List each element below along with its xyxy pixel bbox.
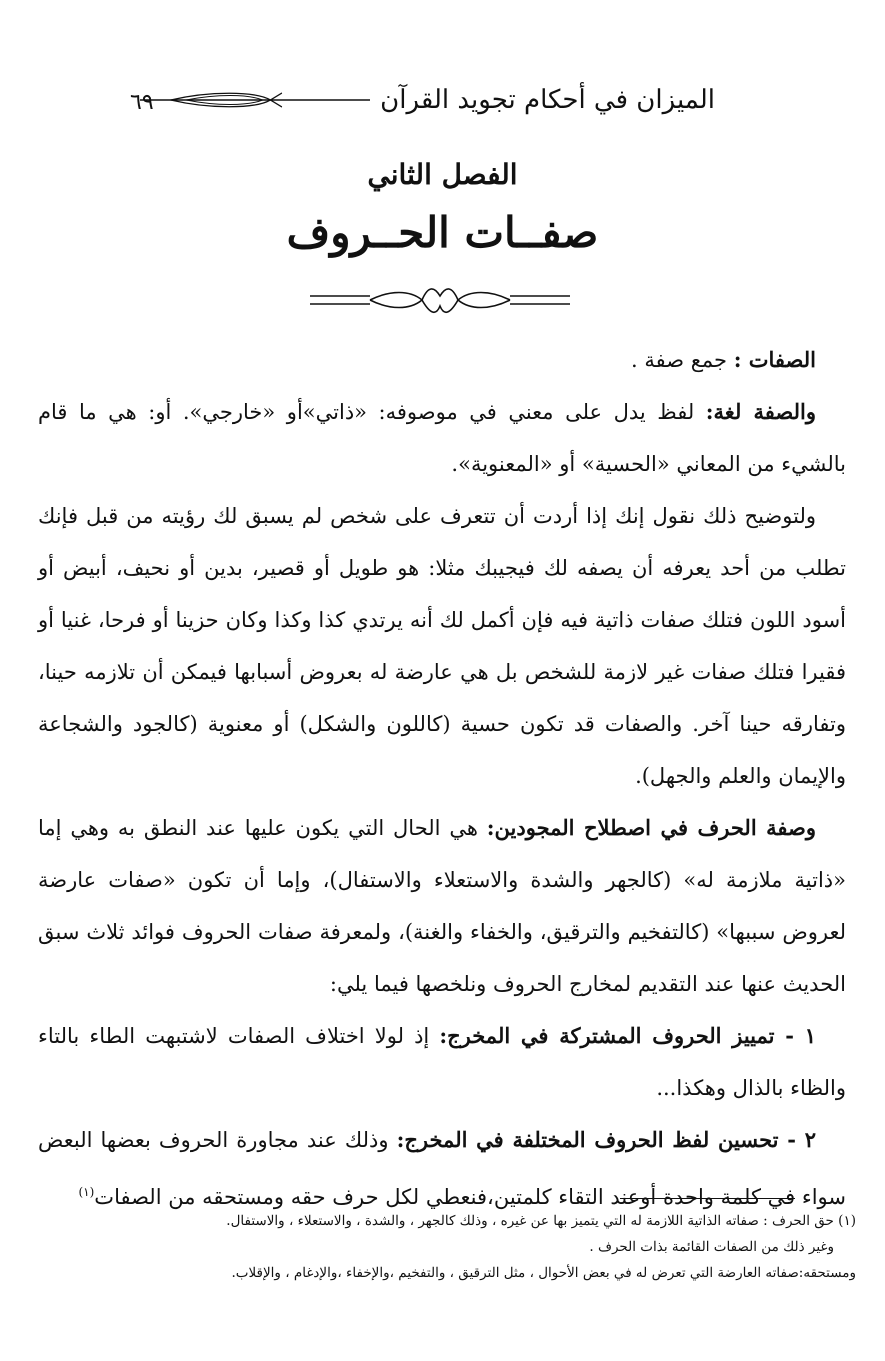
page-number: ٦٩ xyxy=(130,90,154,115)
body-text xyxy=(38,334,846,1223)
paragraph-benefit-2 xyxy=(38,1114,846,1223)
header-rule-ornament xyxy=(140,89,370,111)
term-sifa-lugha: والصفة لغة: xyxy=(705,399,816,424)
paragraph-text: إذ لولا اختلاف الصفات لاشتبهت الطاء بالتاء والظاء بالذال وهكذا... xyxy=(38,1024,846,1100)
footnote-divider xyxy=(620,1198,795,1199)
benefit-2-heading: ٢ - تحسين لفظ الحروف المختلفة في المخرج: xyxy=(396,1127,816,1152)
chapter-label: الفصل الثاني xyxy=(367,158,518,191)
footnote-line: ومستحقه:صفاته العارضة التي تعرض له في بعض الأحوال ، مثل الترقيق ، والتفخيم ،والإخفاء ،والإدغام ، والإقلاب. xyxy=(231,1265,856,1281)
paragraph-text: وذلك عند مجاورة الحروف بعضها البعض سواء في كلمة واحدة أوعند التقاء كلمتين،فنعطي لكل حرف حقه ومستحقه من الصفات xyxy=(38,1128,846,1209)
paragraph-benefit-1 xyxy=(38,1010,846,1114)
chapter-title: صفــات الحــروف xyxy=(286,208,599,257)
footnote-reference: (١) xyxy=(78,1185,95,1199)
paragraph-text: لفظ يدل على معني في موصوفه: «ذاتي»أو «خارجي». أو: هي ما قام بالشيء من المعاني «الحسية» أو «المعنوية». xyxy=(38,400,846,476)
running-title: الميزان في أحكام تجويد القرآن xyxy=(380,85,715,115)
term-sifat: الصفات : xyxy=(733,347,816,372)
paragraph-explanation: ولتوضيح ذلك نقول إنك إذا أردت أن تتعرف على شخص لم يسبق لك رؤيته من قبل فإنك تطلب من أحد يعرفه أن يصفه لك فيجيبك مثلا: هو طويل أو قصير، بدين أو نحيف، أبيض أو أسود اللون فتلك صفات ذاتية فيه فإن أكمل لك أنه يرتدي كذا وكذا وكان حزينا أو فرحا، غنيا أو فقيرا فتلك صفات غير لازمة للشخص بل هي عارضة له بعروض أسبابها فيمكن أن تلازمه حينا، وتفارقه حينا آخر. والصفات قد تكون حسية (كاللون والشكل) أو معنوية (كالجود والشجاعة والإيمان والعلم والجهل). xyxy=(38,504,846,788)
title-ornament xyxy=(310,282,570,322)
paragraph-text: هي الحال التي يكون عليها عند النطق به وهي إما «ذاتية ملازمة له» (كالجهر والشدة والاستعلاء والاستفال)، وإما أن تكون «صفات عارضة لعروض سببها» (كالتفخيم والترقيق، والخفاء والغنة)، ولمعرفة صفات الحروف فوائد ثلاث سبق الحديث عنها عند التقديم لمخارج الحروف ونلخصها فيما يلي: xyxy=(38,816,846,996)
footnote-line: (١) حق الحرف : صفاته الذاتية اللازمة له التي يتميز بها عن غيره ، وذلك كالجهر ، والشدة ، والاستعلاء ، والاستفال. xyxy=(226,1213,856,1229)
benefit-1-heading: ١ - تمييز الحروف المشتركة في المخرج: xyxy=(439,1023,816,1048)
footnote-line: وغير ذلك من الصفات القائمة بذات الحرف . xyxy=(589,1239,834,1255)
paragraph-linguistic-definition xyxy=(38,386,846,490)
term-sifat-al-harf: وصفة الحرف في اصطلاح المجودين: xyxy=(486,815,817,840)
running-header xyxy=(130,80,715,120)
footnotes xyxy=(30,1208,856,1286)
paragraph-definition-plural xyxy=(38,334,846,386)
paragraph-text: جمع صفة . xyxy=(630,348,734,372)
paragraph-technical-definition xyxy=(38,802,846,1010)
